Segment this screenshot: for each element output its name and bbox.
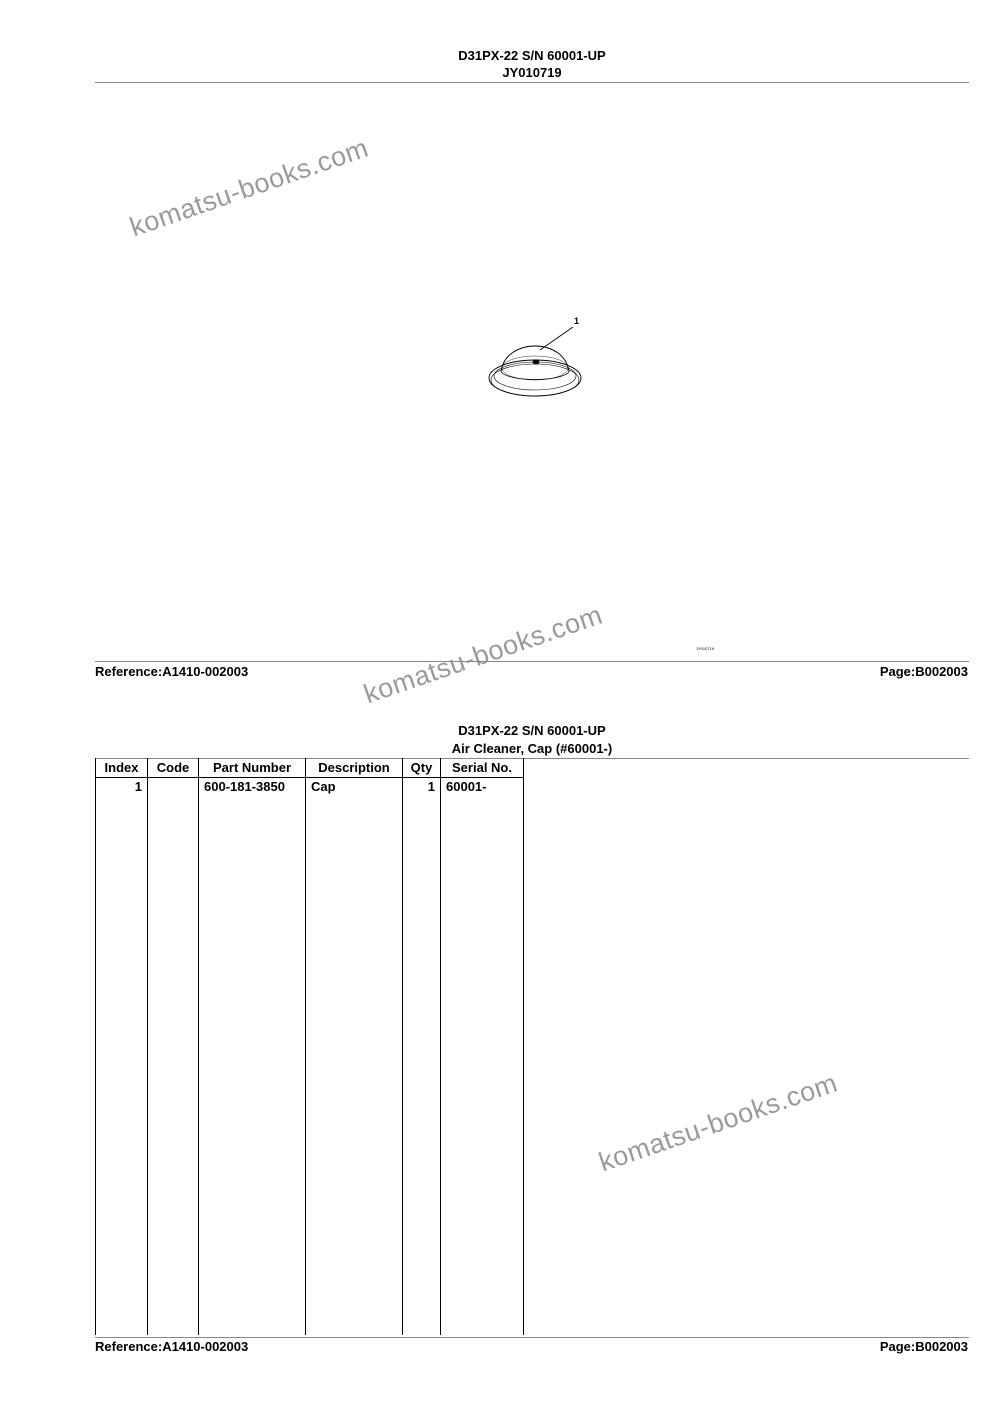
top-model-title: D31PX-22 S/N 60001-UP xyxy=(458,48,606,63)
bottom-section-title: Air Cleaner, Cap (#60001-) xyxy=(451,741,613,756)
bottom-reference: Reference:A1410-002003 xyxy=(95,1339,249,1354)
parts-table-header xyxy=(96,758,524,778)
cell-code xyxy=(148,778,199,1336)
top-page-number: Page:B002003 xyxy=(879,664,968,679)
cell-index: 1 xyxy=(96,778,148,1336)
col-description: Description xyxy=(306,758,403,778)
cap-illustration xyxy=(470,310,600,420)
bottom-model-title: D31PX-22 S/N 60001-UP xyxy=(458,723,606,738)
col-code: Code xyxy=(148,758,199,778)
top-reference: Reference:A1410-002003 xyxy=(95,664,249,679)
bottom-page-number: Page:B002003 xyxy=(879,1339,968,1354)
col-serial: Serial No. xyxy=(441,758,524,778)
col-index: Index xyxy=(96,758,148,778)
watermark-2: komatsu-books.com xyxy=(360,599,607,710)
top-header-divider xyxy=(95,82,969,83)
cell-description: Cap xyxy=(306,778,403,1336)
drawing-code-small: JY010719 xyxy=(696,646,715,651)
parts-table xyxy=(95,758,524,1335)
top-footer-divider xyxy=(95,661,969,662)
bottom-footer-divider xyxy=(95,1337,969,1338)
col-part-number: Part Number xyxy=(199,758,306,778)
watermark-3: komatsu-books.com xyxy=(595,1067,842,1178)
cell-serial: 60001- xyxy=(441,778,524,1336)
callout-number: 1 xyxy=(574,316,580,326)
table-row xyxy=(96,778,524,1336)
col-qty: Qty xyxy=(403,758,441,778)
top-drawing-number: JY010719 xyxy=(502,65,562,80)
cell-qty: 1 xyxy=(403,778,441,1336)
watermark-1: komatsu-books.com xyxy=(126,132,373,243)
cell-part-number: 600-181-3850 xyxy=(199,778,306,1336)
